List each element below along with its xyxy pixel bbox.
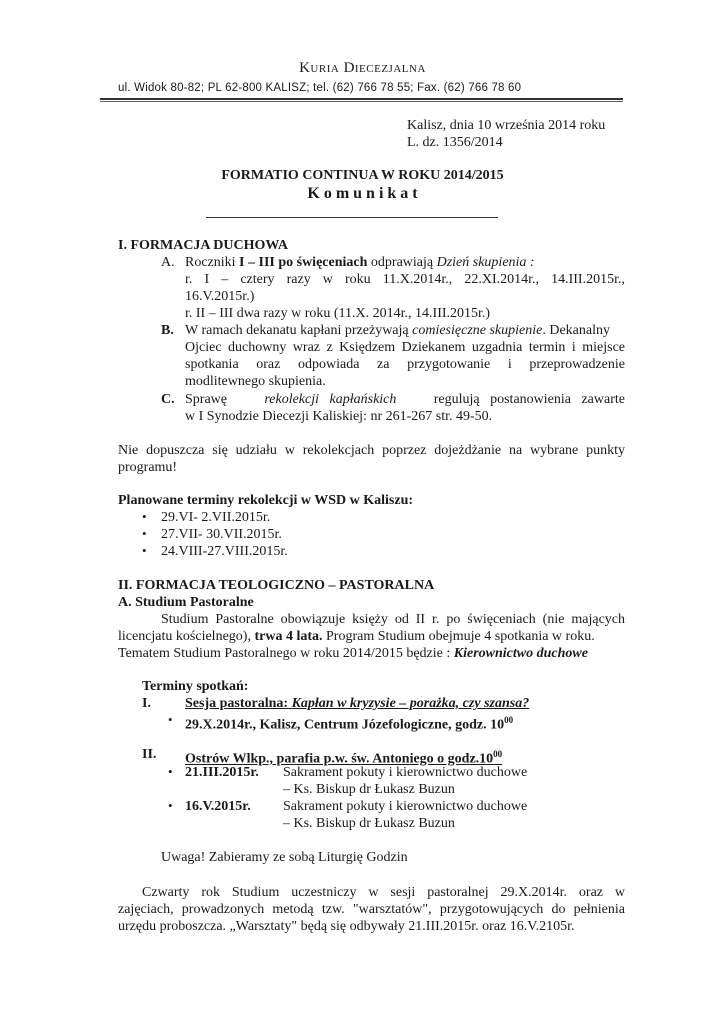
- section2-para-line3: [118, 645, 588, 662]
- section2-heading: II. FORMACJA TEOLOGICZNO – PASTORALNA: [118, 578, 435, 593]
- section2-subheading: A. Studium Pastoralne: [118, 595, 254, 610]
- document-title: FORMATIO CONTINUA W ROKU 2014/2015: [221, 168, 504, 183]
- item-a-text-plain: Roczniki: [185, 255, 240, 270]
- section2-para-line1: Studium Pastoralne obowiązuje księży od II r. po święceniach (nie mających: [161, 612, 625, 627]
- note-line2: programu!: [118, 460, 178, 475]
- item-b-marker: B.: [161, 323, 174, 338]
- retreat-bullet: •: [142, 509, 147, 524]
- note-line1: Nie dopuszcza się udziału w rekolekcjach poprzez dojeżdżanie na wybrane punkty: [118, 443, 625, 458]
- item-c-marker: C.: [161, 392, 175, 407]
- session1-marker: I.: [142, 696, 151, 711]
- place-date: Kalisz, dnia 10 września 2014 roku: [407, 118, 606, 133]
- para-line2-bold: trwa 4 lata.: [254, 629, 323, 644]
- retreat-date-3: 24.VIII-27.VIII.2015r.: [161, 544, 288, 559]
- final-line1: Czwarty rok Studium uczestniczy w sesji pastoralnej 29.X.2014r. oraz w: [142, 885, 625, 900]
- session1-title: [185, 695, 529, 712]
- session1-detail-text: 29.X.2014r., Kalisz, Centrum Józefologiczne, godz. 10: [185, 717, 505, 733]
- item-b-line2: Ojciec duchowny wraz z Księdzem Dziekanem uzgadnia termin i miejsce: [185, 340, 625, 355]
- retreat-bullet: •: [142, 526, 147, 541]
- item-a-line1: [185, 254, 535, 271]
- retreat-date-2: 27.VII- 30.VII.2015r.: [161, 527, 282, 542]
- para-line2-end: Program Studium obejmuje 4 spotkania w roku.: [322, 629, 595, 644]
- document-subtitle: K o m u n i k a t: [307, 185, 418, 202]
- reference-number: L. dz. 1356/2014: [407, 135, 503, 150]
- org-name: Kuria Diecezjalna: [299, 60, 426, 76]
- title-rule: [206, 217, 498, 218]
- meetings-heading: Terminy spotkań:: [142, 679, 249, 694]
- item-c-text-italic: rekolekcji kapłańskich: [264, 392, 397, 407]
- header-rule: [100, 98, 623, 100]
- item-b-line1: [185, 322, 610, 339]
- final-line2: zajęciach, prowadzonych metodą tzw. "warsztatów", przygotowujących do pełnienia: [118, 902, 625, 917]
- item-b-text-start: W ramach dekanatu kapłani przeżywają: [185, 323, 413, 338]
- para-line3-topic: Kierownictwo duchowe: [453, 646, 588, 661]
- session2-item1-date: 21.III.2015r.: [185, 765, 259, 780]
- item-a-line2: r. I – cztery razy w roku 11.X.2014r., 22.XI.2014r., 14.III.2015r.,: [185, 272, 625, 287]
- session2-item2-date: 16.V.2015r.: [185, 799, 251, 814]
- item-a-text-italic: Dzień skupienia :: [436, 255, 535, 270]
- session2-bullet: •: [168, 764, 173, 779]
- session2-title-sup: 00: [493, 749, 503, 759]
- retreats-heading: Planowane terminy rekolekcji w WSD w Kaliszu:: [118, 493, 414, 508]
- item-a-line3: 16.V.2015r.): [185, 289, 255, 304]
- item-b-text-italic: comiesięczne skupienie: [412, 323, 543, 338]
- session1-detail-sup: 00: [504, 715, 514, 725]
- item-c-line2: w I Synodzie Diecezji Kaliskiej: nr 261-267 str. 49-50.: [185, 409, 493, 424]
- header-rule-thin: [100, 101, 623, 102]
- session2-title-text: Ostrów Wlkp., parafia p.w. św. Antoniego o godz.10: [185, 751, 494, 767]
- item-a-text-bold: I – III po święceniach: [239, 255, 368, 270]
- para-line2-plain: licencjatu kościelnego),: [118, 629, 255, 644]
- item-b-line4: modlitewnego skupienia.: [185, 374, 326, 389]
- session2-item2-line1: Sakrament pokuty i kierownictwo duchowe: [283, 799, 528, 814]
- item-a-line4: r. II – III dwa razy w roku (11.X. 2014r., 14.III.2015r.): [185, 306, 491, 321]
- address-line: ul. Widok 80-82; PL 62-800 KALISZ; tel. (62) 766 78 55; Fax. (62) 766 78 60: [118, 82, 522, 94]
- session2-bullet: •: [168, 798, 173, 813]
- section2-para-line2: [118, 628, 595, 645]
- session1-detail: [185, 712, 513, 734]
- session1-bullet: •: [168, 712, 173, 727]
- item-c-line1: [185, 391, 625, 408]
- item-c-text-start: Sprawę: [185, 392, 227, 407]
- section1-heading: I. FORMACJA DUCHOWA: [118, 238, 288, 253]
- session2-marker: II.: [142, 747, 157, 762]
- item-b-line3: spotkania oraz odpowiada za przygotowanie i przeprowadzenie: [185, 357, 625, 372]
- session2-item1-line1: Sakrament pokuty i kierownictwo duchowe: [283, 765, 528, 780]
- para-line3-plain: Tematem Studium Pastoralnego w roku 2014/2015 będzie :: [118, 646, 454, 661]
- retreat-bullet: •: [142, 543, 147, 558]
- item-b-text-end: . Dekanalny: [542, 323, 611, 338]
- item-a-marker: A.: [161, 255, 175, 270]
- session1-title-italic: Kapłan w kryzysie – porażka, czy szansa?: [291, 696, 530, 711]
- remark: Uwaga! Zabieramy ze sobą Liturgię Godzin: [161, 850, 408, 865]
- final-line3: urzędu proboszcza. „Warsztaty" będą się odbywały 21.III.2015r. oraz 16.V.2105r.: [118, 919, 575, 934]
- session2-item2-line2: – Ks. Biskup dr Łukasz Buzun: [283, 816, 455, 831]
- session2-item1-line2: – Ks. Biskup dr Łukasz Buzun: [283, 782, 455, 797]
- retreat-date-1: 29.VI- 2.VII.2015r.: [161, 510, 271, 525]
- item-a-text-mid: odprawiają: [367, 255, 437, 270]
- item-c-text-end: regulują postanowienia zawarte: [433, 392, 625, 407]
- session1-title-plain: Sesja pastoralna:: [185, 696, 292, 711]
